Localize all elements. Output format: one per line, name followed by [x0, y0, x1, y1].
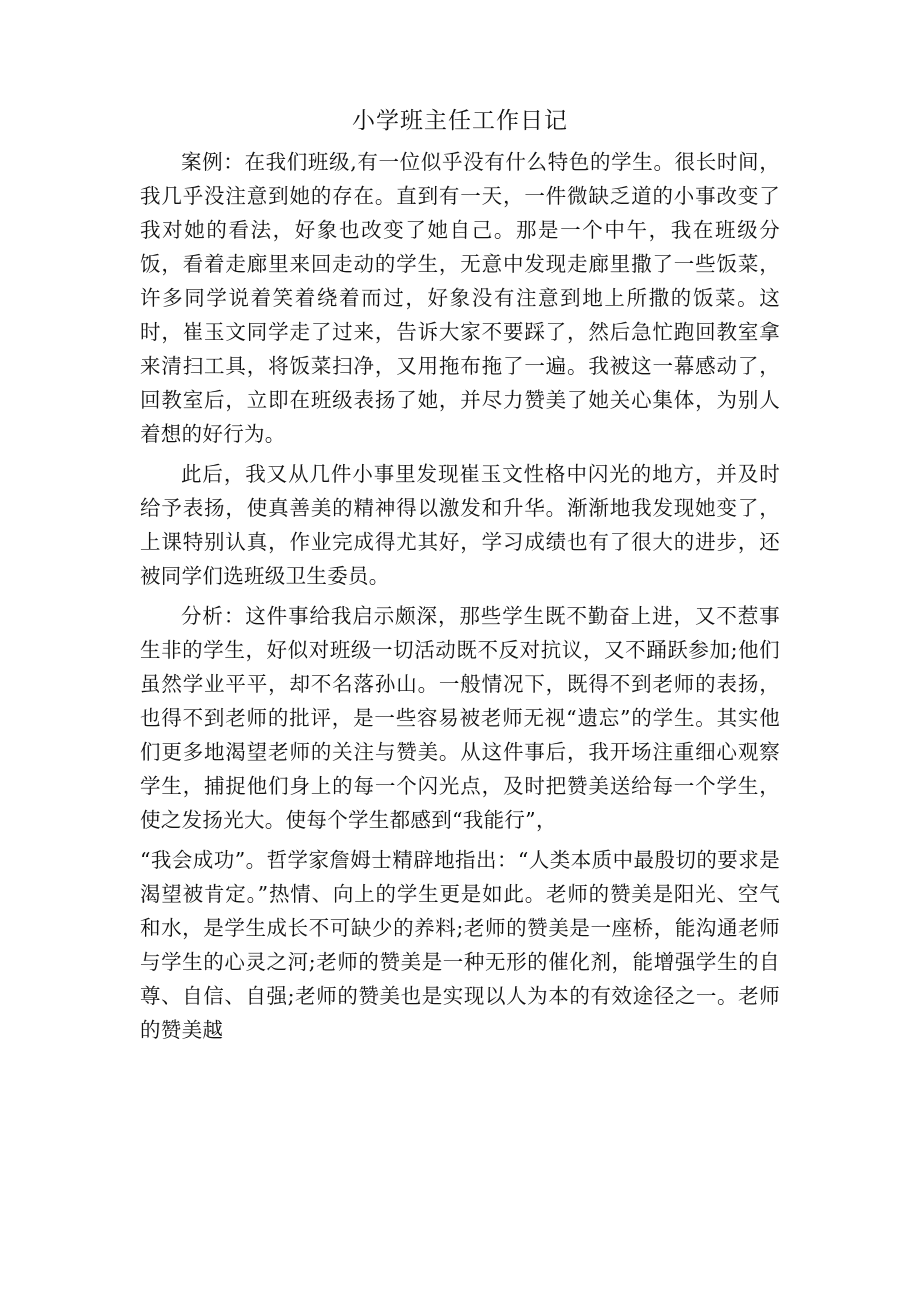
paragraph-analysis: 分析：这件事给我启示颇深，那些学生既不勤奋上进，又不惹事生非的学生，好似对班级一切活动既不反对抗议，又不踊跃参加;他们虽然学业平平，却不名落孙山。一般情况下，既得不到老师的表扬，也得不到老师的批评，是一些容易被老师无视“遗忘”的学生。其实他们更多地渴望老师的关注与赞美。从这件事后，我开场注重细心观察学生，捕捉他们身上的每一个闪光点，及时把赞美送给每一个学生，使之发扬光大。使每个学生都感到“我能行”，	[140, 604, 780, 832]
paragraph-case: 案例：在我们班级,有一位似乎没有什么特色的学生。很长时间，我几乎没注意到她的存在。直到有一天，一件微缺乏道的小事改变了我对她的看法，好象也改变了她自己。那是一个中午，我在班级分饭，看着走廊里来回走动的学生，无意中发现走廊里撒了一些饭菜，许多同学说着笑着绕着而过，好象没有注意到地上所撒的饭菜。这时，崔玉文同学走了过来，告诉大家不要踩了，然后急忙跑回教室拿来清扫工具，将饭菜扫净，又用拖布拖了一遍。我被这一幕感动了，回教室后，立即在班级表扬了她，并尽力赞美了她关心集体，为别人着想的好行为。	[140, 150, 780, 446]
paragraph-continuation: “我会成功”。哲学家詹姆士精辟地指出：“人类本质中最殷切的要求是渴望被肯定。”热情、向上的学生更是如此。老师的赞美是阳光、空气和水，是学生成长不可缺少的养料;老师的赞美是一座桥，能沟通老师与学生的心灵之河;老师的赞美是一种无形的催化剂，能增强学生的自尊、自信、自强;老师的赞美也是实现以人为本的有效途径之一。老师的赞美越	[140, 848, 780, 1042]
document-title: 小学班主任工作日记	[352, 108, 568, 134]
paragraph-followup: 此后，我又从几件小事里发现崔玉文性格中闪光的地方，并及时给予表扬，使真善美的精神得以激发和升华。渐渐地我发现她变了，上课特别认真，作业完成得尤其好，学习成绩也有了很大的进步，还被同学们选班级卫生委员。	[140, 462, 780, 588]
